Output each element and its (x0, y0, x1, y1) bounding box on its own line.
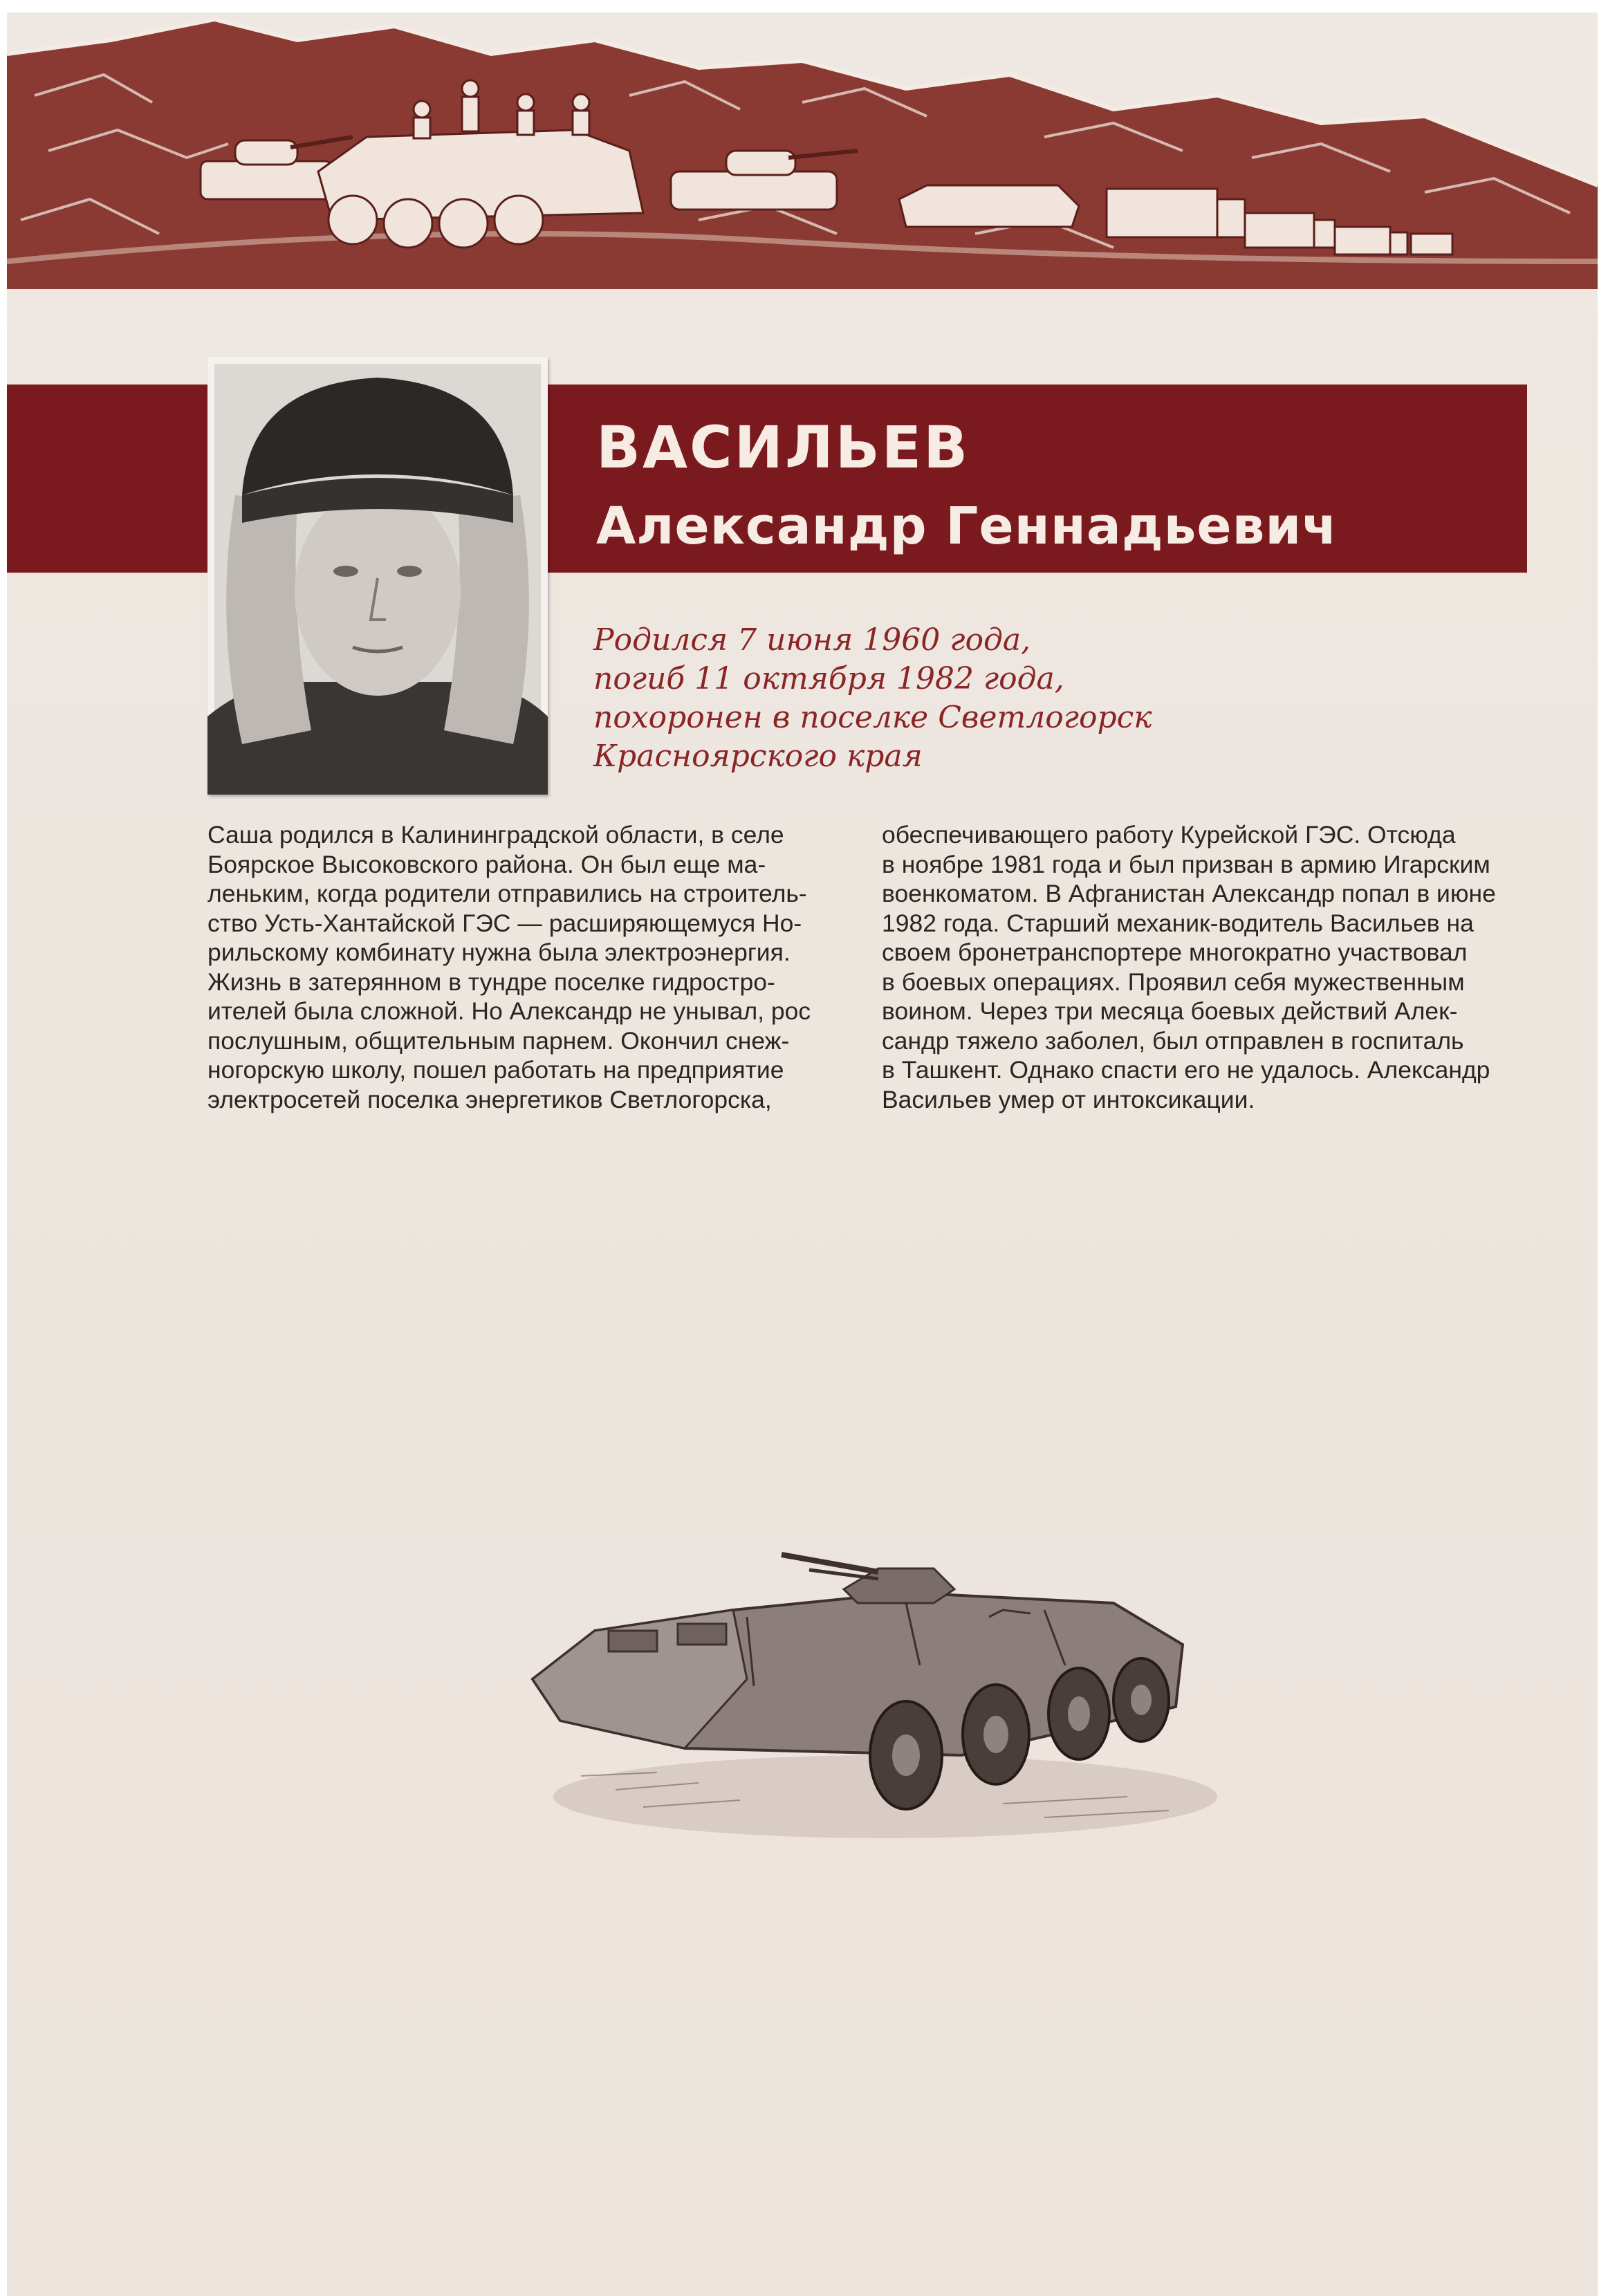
bio-line: Саша родился в Калининградской области, в селе (207, 821, 784, 849)
dates-line: погиб 11 октября 1982 года, (593, 661, 1064, 696)
bio-line: ство Усть-Хантайской ГЭС — расширяющемуся Но- (207, 909, 802, 937)
bio-line: рильскому комбинату нужна была электроэнергия. (207, 938, 791, 966)
last-name-heading: ВАСИЛЬЕВ (596, 414, 970, 481)
bio-line: Васильев умер от интоксикации. (882, 1085, 1255, 1113)
biography-column-left (207, 820, 855, 1114)
bio-line: сандр тяжело заболел, был отправлен в госпиталь (882, 1026, 1464, 1055)
bio-line: послушным, общительным парнем. Окончил снеж- (207, 1026, 790, 1055)
full-name-heading: Александр Геннадьевич (596, 497, 1338, 556)
armored-vehicle-illustration-icon (519, 1527, 1252, 1845)
portrait-photo-icon (207, 357, 548, 795)
bio-line: ногорскую школу, пошел работать на предприятие (207, 1056, 784, 1084)
memorial-page (7, 12, 1598, 2296)
bio-line: воином. Через три месяца боевых действий Алек- (882, 997, 1458, 1025)
dates-line: Красноярского края (593, 739, 923, 774)
bio-line: обеспечивающего работу Курейской ГЭС. Отсюда (882, 821, 1456, 849)
bio-line: своем бронетранспортере многократно участвовал (882, 938, 1468, 966)
bio-line: Боярское Высоковского района. Он был еще ма- (207, 850, 766, 878)
dates-line: Родился 7 июня 1960 года, (593, 622, 1031, 658)
bio-line: ителей была сложной. Но Александр не унывал, рос (207, 997, 811, 1025)
bio-line: леньким, когда родители отправились на строитель- (207, 880, 807, 907)
bio-line: Жизнь в затерянном в тундре поселке гидростро- (207, 968, 775, 996)
biography-column-right (882, 820, 1529, 1114)
bio-line: в Ташкент. Однако спасти его не удалось. Александр (882, 1056, 1490, 1084)
bio-line: электросетей поселка энергетиков Светлогорска, (207, 1085, 772, 1113)
bio-line: в ноябре 1981 года и был призван в армию Игарским (882, 850, 1490, 878)
dates-line: похоронен в поселке Светлогорск (593, 700, 1152, 735)
convoy-banner-illustration (7, 12, 1598, 289)
bio-line: военкоматом. В Афганистан Александр попал в июне (882, 880, 1496, 907)
bio-line: 1982 года. Старший механик-водитель Васильев на (882, 909, 1474, 937)
bio-line: в боевых операциях. Проявил себя мужественным (882, 968, 1465, 996)
life-dates-block (593, 621, 1479, 776)
